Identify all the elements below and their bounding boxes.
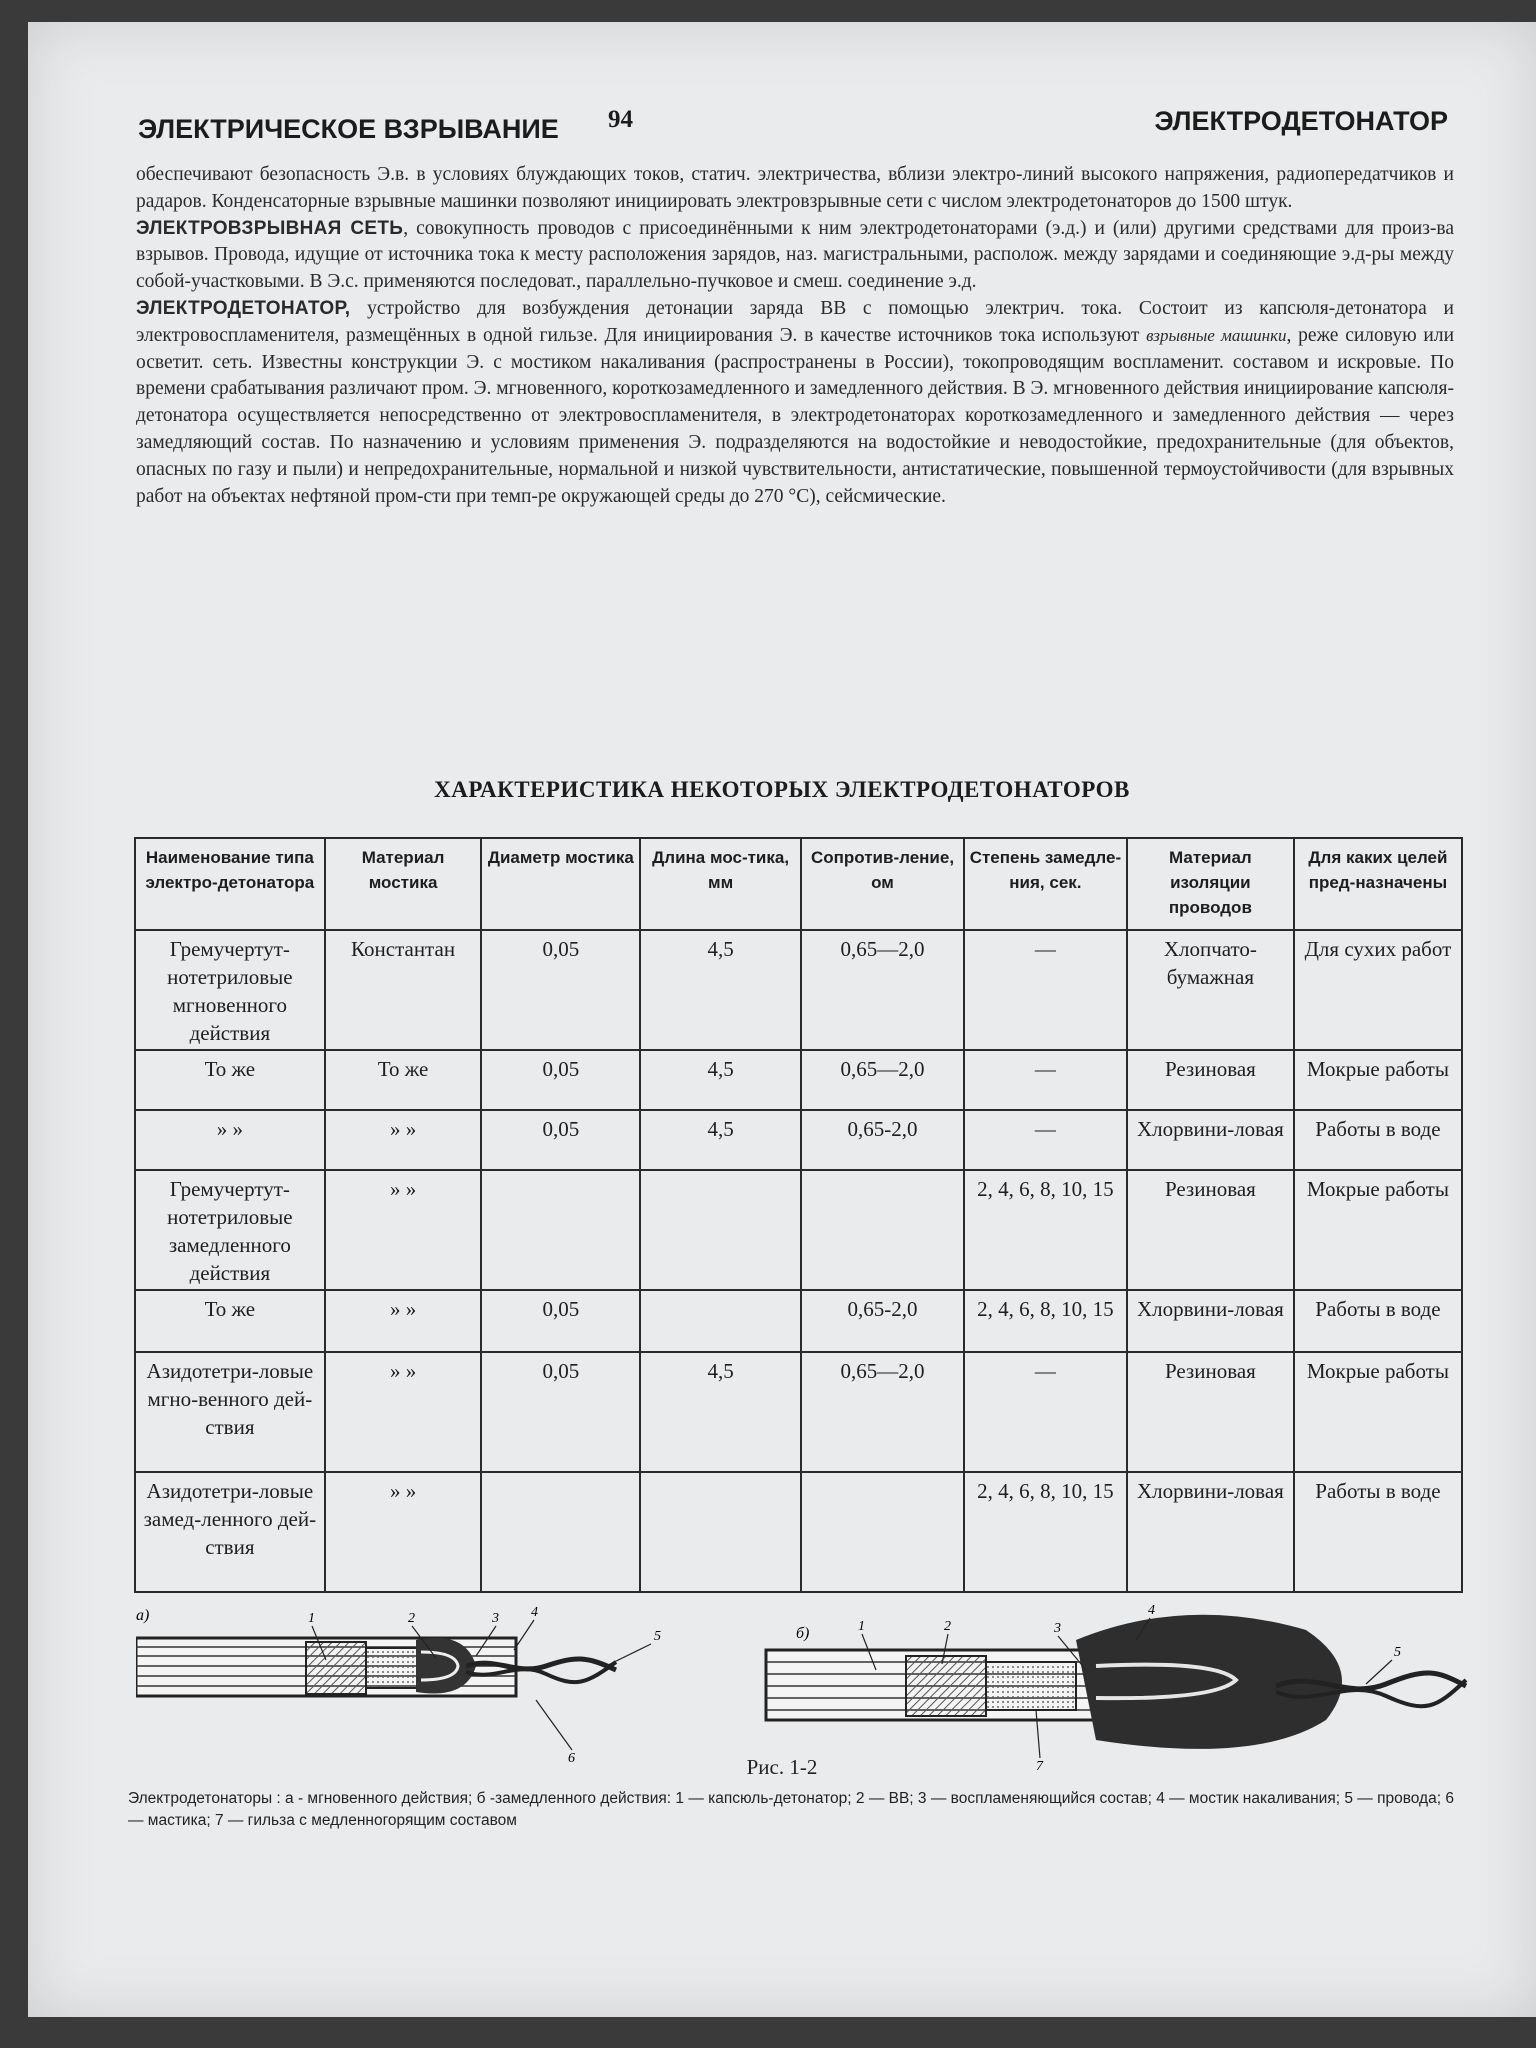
panel-b-label: б): [796, 1625, 810, 1642]
table-cell: —: [964, 1050, 1127, 1110]
table-cell: Работы в воде: [1294, 1472, 1462, 1592]
table-cell: Гремучертут-нотетриловые замедленного действия: [135, 1170, 325, 1290]
column-header: Степень замедле-ния, сек.: [964, 838, 1127, 930]
header-entry-title: ЭЛЕКТРОДЕТОНАТОР: [1154, 106, 1448, 136]
page: [28, 22, 1536, 2017]
table-cell: Гремучертут-нотетриловые мгновенного действия: [135, 930, 325, 1050]
table-cell: —: [964, 1352, 1127, 1472]
detonator-figure: [136, 1600, 1476, 1772]
table-cell: То же: [135, 1050, 325, 1110]
table-cell: Резиновая: [1127, 1170, 1294, 1290]
figure-caption: Рис. 1-2: [746, 1755, 818, 1779]
running-header: [138, 106, 1448, 146]
italic-reference: взрывные машинки: [1146, 325, 1287, 345]
table-cell: 4,5: [640, 1110, 801, 1170]
table-cell: » »: [325, 1290, 482, 1352]
electrodetonator-table: [134, 837, 1463, 1593]
table-row: [135, 1050, 1462, 1110]
page-number: 94: [608, 106, 633, 133]
table-cell: Хлопчато-бумажная: [1127, 930, 1294, 1050]
callout-a-4: 4: [531, 1605, 538, 1620]
paragraph-electrodetonator: [136, 296, 1454, 510]
table-row: [135, 1352, 1462, 1472]
callout-b-7: 7: [1036, 1759, 1043, 1772]
table-cell: 0,65—2,0: [801, 1352, 964, 1472]
table-cell: [640, 1472, 801, 1592]
delay-sleeve-b: [986, 1662, 1076, 1710]
table-cell: 0,05: [481, 1290, 640, 1352]
column-header: Для каких целей пред-назначены: [1294, 838, 1462, 930]
explosive-a: [306, 1642, 366, 1694]
table-cell: Работы в воде: [1294, 1290, 1462, 1352]
article-body: [136, 162, 1454, 510]
table-cell: 0,65—2,0: [801, 1050, 964, 1110]
column-header: Сопротив-ление, ом: [801, 838, 964, 930]
definition-electrodetonator-a: устройство для возбуждения детонации заряда ВВ с помощью электрич. тока. Состоит из капсюля-детонатора и электровоспламенителя, размещённых в одной гильзе. Для инициирования Э. в качестве источников тока используют: [136, 297, 1454, 346]
table-cell: [640, 1170, 801, 1290]
detonator-instant-drawing: [136, 1605, 661, 1766]
callout-b-5: 5: [1394, 1645, 1401, 1660]
callout-a-3: 3: [492, 1611, 499, 1626]
igniter-a: [366, 1648, 421, 1688]
detonator-delayed-drawing: [766, 1603, 1466, 1772]
table-cell: —: [964, 1110, 1127, 1170]
table-cell: То же: [325, 1050, 482, 1110]
table-cell: Константан: [325, 930, 482, 1050]
table-cell: Мокрые работы: [1294, 1170, 1462, 1290]
table-cell: 2, 4, 6, 8, 10, 15: [964, 1170, 1127, 1290]
table-title: ХАРАКТЕРИСТИКА НЕКОТОРЫХ ЭЛЕКТРОДЕТОНАТОРОВ: [434, 777, 1130, 802]
table-cell: [801, 1472, 964, 1592]
table-row: [135, 1170, 1462, 1290]
callout-a-1: 1: [308, 1611, 315, 1626]
callout-b-3: 3: [1054, 1621, 1061, 1636]
table-cell: 0,05: [481, 1352, 640, 1472]
table-cell: Резиновая: [1127, 1352, 1294, 1472]
table-cell: Азидотетри-ловые замед-ленного дей-ствия: [135, 1472, 325, 1592]
legend-text: : а - мгновенного действия; б -замедленного действия: 1 — капсюль-детонатор; 2 — ВВ; 3 — воспламеняющийся состав; 4 — мостик накаливания; 5 — провода; 6 — мастика; 7 — гильза с медленногорящим составом: [128, 1790, 1454, 1829]
paragraph-electro-network: [136, 216, 1454, 296]
callout-a-2: 2: [408, 1611, 415, 1626]
table-row: [135, 1290, 1462, 1352]
table-cell: » »: [325, 1352, 482, 1472]
table-cell: Мокрые работы: [1294, 1352, 1462, 1472]
callout-a-6: 6: [568, 1751, 575, 1766]
table-cell: [481, 1472, 640, 1592]
definition-electrodetonator-b: , реже силовую или осветит. сеть. Известны конструкции Э. с мостиком накаливания (распространены в России), токопроводящим воспламенит. составом и искровые. По времени срабатывания различают пром. Э. мгновенного, короткозамедленного и замедленного действия. В Э. мгновенного действия инициирование капсюля-детонатора осуществляется непосредственно от электровоспламенителя, в электродетонаторах короткозамедленного и замедленного действия — через замедляющий состав. По назначению и условиям применения Э. подразделяются на водостойкие и неводостойкие, предохранительные (для объектов, опасных по газу и пыли) и непредохранительные, нормальной и низкой чувствительности, антистатические, повышенной термоустойчивости (для взрывных работ на объектах нефтяной пром-сти при темп-ре окружающей среды до 270 °С), сейсмические.: [136, 324, 1455, 507]
table-cell: 0,05: [481, 1110, 640, 1170]
table-header-row: [135, 838, 1462, 930]
table-cell: Хлорвини-ловая: [1127, 1290, 1294, 1352]
table-cell: » »: [325, 1110, 482, 1170]
table-cell: 4,5: [640, 1352, 801, 1472]
column-header: Диаметр мостика: [481, 838, 640, 930]
table-row: [135, 930, 1462, 1050]
callout-b-4: 4: [1148, 1603, 1155, 1618]
table-row: [135, 1472, 1462, 1592]
table-cell: Хлорвини-ловая: [1127, 1472, 1294, 1592]
table-cell: [481, 1170, 640, 1290]
figure-legend: [128, 1788, 1458, 1832]
column-header: Материал изоляции проводов: [1127, 838, 1294, 930]
table-cell: [801, 1170, 964, 1290]
table-cell: 0,65-2,0: [801, 1110, 964, 1170]
column-header: Длина мос-тика, мм: [640, 838, 801, 930]
table-cell: » »: [135, 1110, 325, 1170]
table-cell: Для сухих работ: [1294, 930, 1462, 1050]
header-section-title: ЭЛЕКТРИЧЕСКОЕ ВЗРЫВАНИЕ: [138, 114, 559, 144]
table-cell: » »: [325, 1170, 482, 1290]
table-cell: 4,5: [640, 1050, 801, 1110]
table-cell: Работы в воде: [1294, 1110, 1462, 1170]
table-cell: Хлорвини-ловая: [1127, 1110, 1294, 1170]
callout-b-1: 1: [858, 1619, 865, 1634]
explosive-b: [906, 1656, 986, 1716]
table-cell: [640, 1290, 801, 1352]
table-row: [135, 1110, 1462, 1170]
column-header: Наименование типа электро-детонатора: [135, 838, 325, 930]
table-cell: Резиновая: [1127, 1050, 1294, 1110]
table-cell: То же: [135, 1290, 325, 1352]
table-cell: 0,05: [481, 1050, 640, 1110]
table-cell: 4,5: [640, 930, 801, 1050]
table-cell: » »: [325, 1472, 482, 1592]
table-cell: —: [964, 930, 1127, 1050]
table-cell: 0,65—2,0: [801, 930, 964, 1050]
term-electro-network: ЭЛЕКТРОВЗРЫВНАЯ СЕТЬ: [136, 217, 404, 239]
table-cell: 2, 4, 6, 8, 10, 15: [964, 1472, 1127, 1592]
callout-a-5: 5: [654, 1629, 661, 1644]
column-header: Материал мостика: [325, 838, 482, 930]
table-cell: 2, 4, 6, 8, 10, 15: [964, 1290, 1127, 1352]
panel-a-label: а): [136, 1607, 150, 1624]
legend-label: Электродетонаторы: [128, 1790, 273, 1807]
callout-b-2: 2: [944, 1619, 951, 1634]
table-cell: Азидотетри-ловые мгно-венного дей-ствия: [135, 1352, 325, 1472]
table-cell: Мокрые работы: [1294, 1050, 1462, 1110]
definition-electro-network: , совокупность проводов с присоединёнными к ним электродетонаторами (э.д.) и (или) другими средствами для произ-ва взрывов. Провода, идущие от источника тока к месту расположения зарядов, наз. магистральными, располож. между зарядами и соединяющие э.д-ры между собой-участковыми. В Э.с. применяются последоват., параллельно-пучковое и смеш. соединение э.д.: [136, 217, 1455, 293]
term-electrodetonator: ЭЛЕКТРОДЕТОНАТОР,: [136, 297, 351, 319]
table-cell: 0,65-2,0: [801, 1290, 964, 1352]
paragraph-continuation: обеспечивают безопасность Э.в. в условиях блуждающих токов, статич. электричества, вблизи электро-линий высокого напряжения, радиопередатчиков и радаров. Конденсаторные взрывные машинки позволяют инициировать электровзрывные сети с числом электродетонаторов до 1500 штук.: [136, 164, 1454, 212]
table-cell: 0,05: [481, 930, 640, 1050]
